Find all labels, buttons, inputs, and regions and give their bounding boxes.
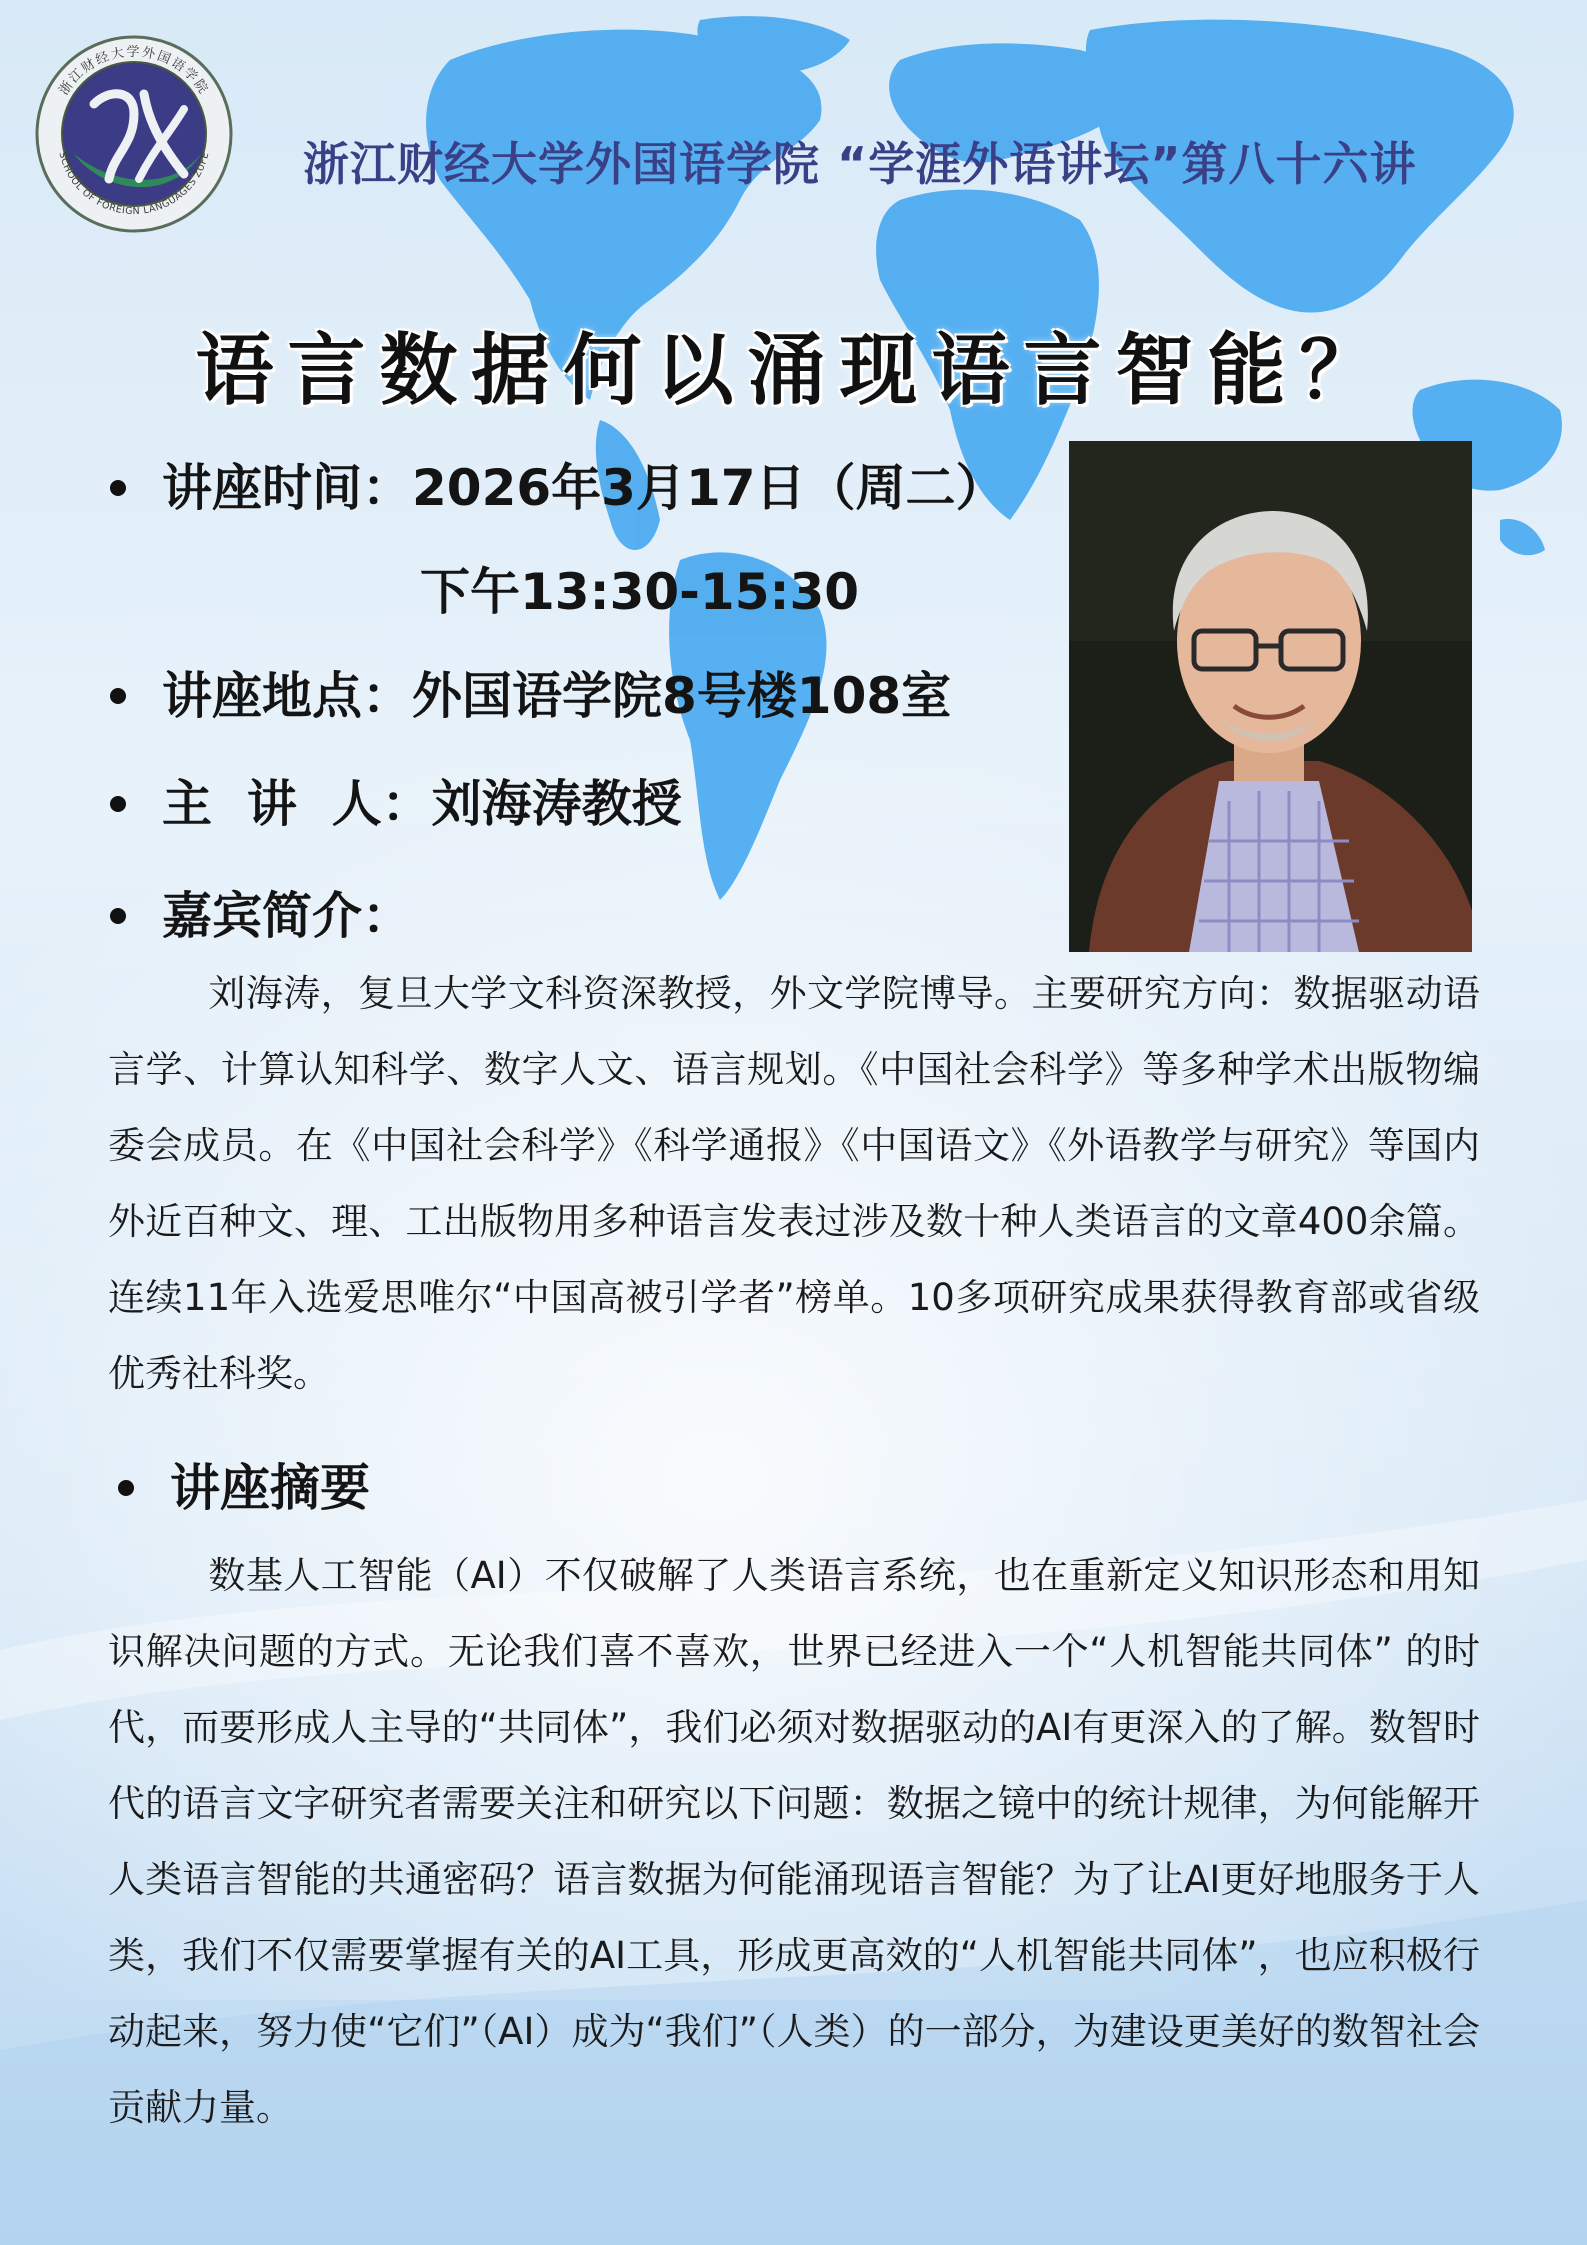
bullet-icon [110, 688, 126, 704]
speaker-photo [1069, 441, 1472, 952]
info-row-place [110, 656, 951, 728]
abstract-label: 讲座摘要 [170, 1459, 370, 1517]
time-label: 讲座时间： [162, 459, 412, 517]
speaker-value: 刘海涛教授 [431, 775, 682, 833]
info-row-bio [110, 876, 412, 948]
abstract-text: 数基人工智能（AI）不仅破解了人类语言系统，也在重新定义知识形态和用知识解决问题的方式。无论我们喜不喜欢，世界已经进入一个“人机智能共同体” 的时代，而要形成人主导的“共同体”，我们必须对数据驱动的AI有更深入的了解。数智时代的语言文字研究者需要关注和研究以下问题：数据之镜中的统计规律，为何能解开人类语言智能的共通密码？语言数据为何能涌现语言智能？为了让AI更好地服务于人类，我们不仅需要掌握有关的AI工具，形成更高效的“人机智能共同体”，也应积极行动起来，努力使“它们”（AI）成为“我们”（人类）的一部分，为建设更美好的数智社会贡献力量。 [108, 1554, 1480, 2129]
info-row-speaker [110, 764, 682, 836]
school-logo [34, 34, 234, 234]
abstract-paragraph [108, 1538, 1480, 2146]
logo-ring-text-en: SCHOOL OF FOREIGN LANGUAGES ZUFE [56, 151, 212, 218]
bio-paragraph [108, 956, 1480, 1412]
place-value: 外国语学院8号楼108室 [412, 667, 952, 725]
bullet-icon [110, 480, 126, 496]
lecture-title: 语言数据何以涌现语言智能？ [195, 325, 1392, 416]
svg-text:浙江财经大学外国语学院 [56, 44, 212, 98]
bullet-icon [110, 908, 126, 924]
bio-label: 嘉宾简介： [162, 887, 412, 945]
place-label: 讲座地点： [162, 667, 412, 725]
bullet-icon [118, 1480, 134, 1496]
time-hours: 下午13:30-15:30 [420, 563, 860, 621]
header-title: 浙江财经大学外国语学院 “学涯外语讲坛”第八十六讲 [303, 137, 1417, 191]
abstract-heading [118, 1448, 370, 1520]
speaker-portrait-icon [1069, 441, 1472, 952]
svg-text:SCHOOL OF FOREIGN LANGUAGES ZU [56, 151, 211, 217]
speaker-label: 主 讲 人： [162, 775, 432, 833]
time-date: 2026年3月17日（周二） [412, 459, 1006, 517]
bio-text: 刘海涛，复旦大学文科资深教授，外文学院博导。主要研究方向：数据驱动语言学、计算认知科学、数字人文、语言规划。《中国社会科学》等多种学术出版物编委会成员。在《中国社会科学》《科学通报》《中国语文》《外语教学与研究》等国内外近百种文、理、工出版物用多种语言发表过涉及数十种人类语言的文章400余篇。连续11年入选爱思唯尔“中国高被引学者”榜单。10多项研究成果获得教育部或省级优秀社科奖。 [108, 972, 1480, 1395]
bullet-icon [110, 796, 126, 812]
logo-ring-text-cn: 浙江财经大学外国语学院 [56, 45, 212, 98]
info-row-time [110, 448, 1006, 520]
